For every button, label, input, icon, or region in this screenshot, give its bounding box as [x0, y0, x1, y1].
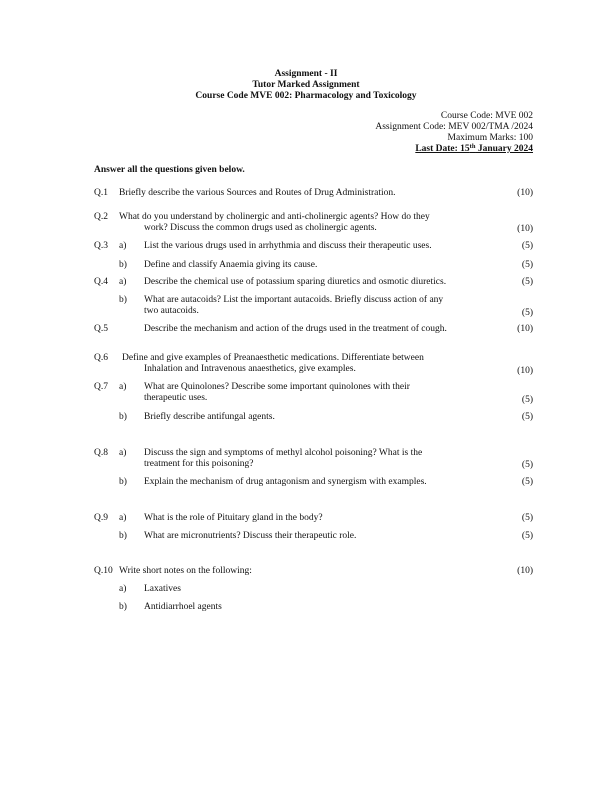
assignment-subtitle: Tutor Marked Assignment — [252, 80, 360, 90]
question-number: Q.4 — [94, 277, 108, 287]
question-marks: (10) — [517, 366, 533, 376]
question-number: Q.6 — [94, 353, 108, 363]
question-marks: (10) — [517, 224, 533, 234]
question-text: Antidiarrhoel agents — [144, 602, 222, 612]
question-marks: (5) — [521, 460, 533, 470]
question-text: Briefly describe antifungal agents. — [144, 412, 275, 422]
question-number: Q.10 — [94, 566, 113, 576]
question-marks: (5) — [521, 395, 533, 405]
sub-label: a) — [119, 584, 127, 594]
question-marks: (5) — [521, 277, 533, 287]
sub-label: b) — [119, 602, 127, 612]
sub-label: a) — [119, 448, 127, 458]
sub-label: a) — [119, 241, 127, 251]
question-text: What do you understand by cholinergic and anti-cholinergic agents? How do they — [119, 212, 430, 222]
sub-label: b) — [119, 531, 127, 541]
question-text: Briefly describe the various Sources and Routes of Drug Administration. — [119, 188, 396, 198]
sub-label: a) — [119, 513, 127, 523]
question-text: treatment for this poisoning? — [144, 459, 254, 469]
question-number: Q.3 — [94, 241, 108, 251]
question-text: Define and classify Anaemia giving its cause. — [144, 260, 318, 270]
last-date: Last Date: 15th January 2024 — [415, 143, 533, 154]
course-title: Course Code MVE 002: Pharmacology and Toxicology — [195, 91, 417, 101]
question-text: Laxatives — [144, 584, 181, 594]
question-text: Write short notes on the following: — [119, 566, 252, 576]
question-number: Q.8 — [94, 448, 108, 458]
sub-label: b) — [119, 477, 127, 487]
question-text: Define and give examples of Preanaesthetic medications. Differentiate between — [122, 353, 424, 363]
question-marks: (10) — [517, 566, 533, 576]
question-text: Describe the chemical use of potassium sparing diuretics and osmotic diuretics. — [144, 277, 447, 287]
question-number: Q.7 — [94, 382, 108, 392]
question-text: Describe the mechanism and action of the drugs used in the treatment of cough. — [144, 324, 447, 334]
sub-label: b) — [119, 260, 127, 270]
question-marks: (5) — [521, 412, 533, 422]
sub-label: a) — [119, 382, 127, 392]
question-text: work? Discuss the common drugs used as cholinergic agents. — [144, 223, 377, 233]
question-marks: (10) — [517, 324, 533, 334]
question-number: Q.1 — [94, 188, 108, 198]
maximum-marks: Maximum Marks: 100 — [447, 133, 533, 143]
question-text: Explain the mechanism of drug antagonism and synergism with examples. — [144, 477, 427, 487]
question-marks: (5) — [521, 513, 533, 523]
sub-label: b) — [119, 295, 127, 305]
question-marks: (5) — [521, 531, 533, 541]
instruction: Answer all the questions given below. — [94, 165, 245, 175]
question-number: Q.2 — [94, 212, 108, 222]
question-number: Q.5 — [94, 324, 108, 334]
question-marks: (10) — [517, 188, 533, 198]
question-marks: (5) — [521, 477, 533, 487]
question-number: Q.9 — [94, 513, 108, 523]
question-text: What is the role of Pituitary gland in the body? — [144, 513, 323, 523]
question-marks: (5) — [521, 260, 533, 270]
question-text: Inhalation and Intravenous anaesthetics, give examples. — [144, 364, 356, 374]
question-marks: (5) — [521, 308, 533, 318]
question-text: What are micronutrients? Discuss their therapeutic role. — [144, 531, 357, 541]
question-marks: (5) — [521, 241, 533, 251]
sub-label: b) — [119, 412, 127, 422]
question-text: List the various drugs used in arrhythmia and discuss their therapeutic uses. — [144, 241, 432, 251]
question-text: What are autacoids? List the important autacoids. Briefly discuss action of any — [144, 295, 444, 305]
assignment-code: Assignment Code: MEV 002/TMA /2024 — [375, 122, 533, 132]
course-code: Course Code: MVE 002 — [440, 111, 533, 121]
assignment-title: Assignment - II — [274, 69, 338, 79]
question-text: two autacoids. — [144, 306, 199, 316]
sub-label: a) — [119, 277, 127, 287]
question-text: therapeutic uses. — [144, 393, 208, 403]
question-text: Discuss the sign and symptoms of methyl alcohol poisoning? What is the — [144, 448, 423, 458]
question-text: What are Quinolones? Describe some important quinolones with their — [144, 382, 410, 392]
